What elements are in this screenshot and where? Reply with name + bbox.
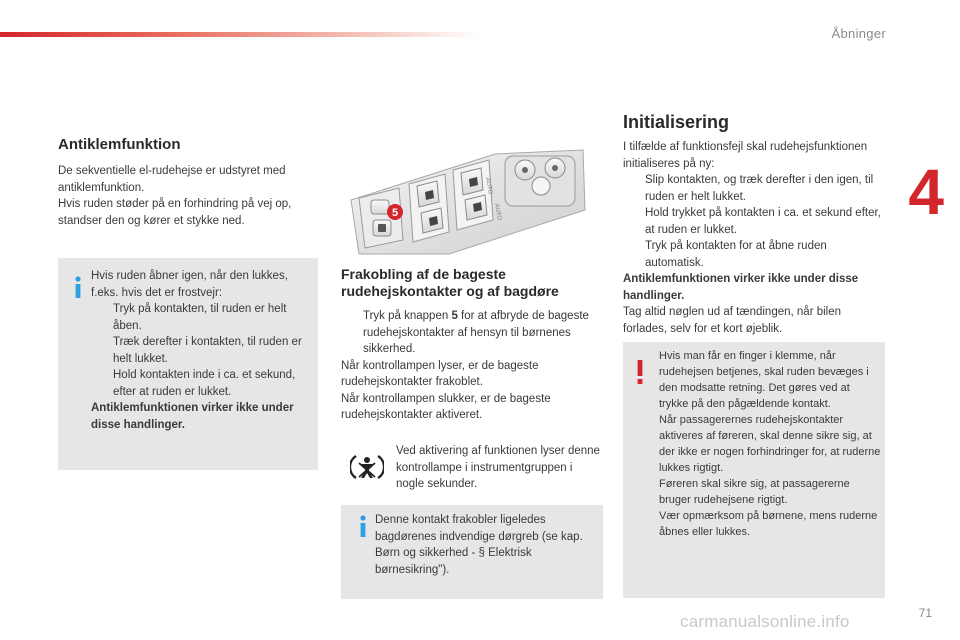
warning-box <box>623 342 885 598</box>
list-item: Hold kontakten inde i ca. et sekund, efter at ruden er lukket. <box>113 369 296 398</box>
init-intro: I tilfælde af funktionsfejl skal rudehejsfunktionen initialiseres på ny: <box>623 141 868 170</box>
antiklem-title: Antiklemfunktion <box>58 136 181 153</box>
info-box-door <box>341 505 603 599</box>
watermark: carmanualsonline.info <box>680 612 850 631</box>
header-accent-bar <box>0 32 480 37</box>
window-switch-illustration <box>345 140 587 258</box>
initialisering-title: Initialisering <box>623 112 730 132</box>
auto-label: AUTO <box>493 203 502 221</box>
list-item: Hold trykket på kontakten i ca. et sekund efter, at ruden er lukket. <box>645 207 881 236</box>
initialisering-section <box>623 112 885 337</box>
list-item: Tryk på kontakten for at åbne ruden automatisk. <box>645 240 827 269</box>
button-5-label: 5 <box>391 207 399 219</box>
list-item: Tryk på knappen 5 for at afbryde de bageste rudehejskontakter af hensyn til børnenes sikkerhed. <box>363 310 589 355</box>
init-bold-note: Antiklemfunktionen virker ikke under disse handlinger. <box>623 273 859 302</box>
child-lock-icon <box>350 452 384 482</box>
frakobling-paragraph: Når kontrollampen slukker, er de bageste rudehejskontakter aktiveret. <box>341 392 551 421</box>
antiklem-paragraph: De sekventielle el-rudehejse er udstyret med antiklemfunktion. <box>58 165 286 194</box>
info-bold-note: Antiklemfunktionen virker ikke under disse handlinger. <box>91 402 294 431</box>
warning-paragraph: Hvis man får en finger i klemme, når rudehejsen betjenes, skal ruden bevæges i den modsatte retning. Det gøres ved at trykke på den pågældende kontakt. <box>659 350 869 410</box>
frakobling-paragraph: Når kontrollampen lyser, er de bageste rudehejskontakter frakoblet. <box>341 359 539 388</box>
list-item: Træk derefter i kontakten, til ruden er helt lukket. <box>113 336 302 365</box>
warning-paragraph: Føreren skal sikre sig, at passagererne bruger rudehejsene rigtigt. <box>659 478 850 506</box>
info-door-text: Denne kontakt frakobler ligeledes bagdørenes indvendige dørgreb (se kap. Børn og sikkerhed - § Elektrisk børnesikring"). <box>375 514 583 576</box>
frakobling-title: Frakobling af de bageste rudehejskontakter og af bagdøre <box>341 266 559 299</box>
init-after: Tag altid nøglen ud af tændingen, når bilen forlades, selv for et kort øjeblik. <box>623 306 842 335</box>
info-icon <box>355 515 371 537</box>
list-item: Slip kontakten, og træk derefter i den igen, til ruden er helt lukket. <box>645 174 874 203</box>
antiklem-paragraph: Hvis ruden støder på en forhindring på vej op, standser den og kører et stykke ned. <box>58 198 292 227</box>
list-item: Tryk på kontakten, til ruden er helt åben. <box>113 303 287 332</box>
warning-paragraph: Vær opmærksom på børnene, mens ruderne åbnes eller lukkes. <box>659 510 878 538</box>
chapter-number: 4 <box>908 156 944 228</box>
info-box-frost <box>58 258 318 470</box>
indicator-lamp-text: Ved aktivering af funktionen lyser denne kontrollampe i instrumentgruppen i nogle sekunder. <box>396 445 600 490</box>
frakobling-section <box>341 266 603 424</box>
warning-paragraph: Når passagerernes rudehejskontakter aktiveres af føreren, skal denne sikre sig, at der ikke er nogen forhindringer for, at ruderne lukkes rigtigt. <box>659 414 881 474</box>
exclamation-icon <box>633 360 647 384</box>
antiklem-section <box>58 136 313 229</box>
info-intro: Hvis ruden åbner igen, når den lukkes, f.eks. hvis det er frostvejr: <box>91 270 288 299</box>
info-icon <box>70 276 86 298</box>
auto-label: AUTO <box>484 177 493 195</box>
section-title: Åbninger <box>831 26 886 41</box>
page-number: 71 <box>918 606 932 620</box>
